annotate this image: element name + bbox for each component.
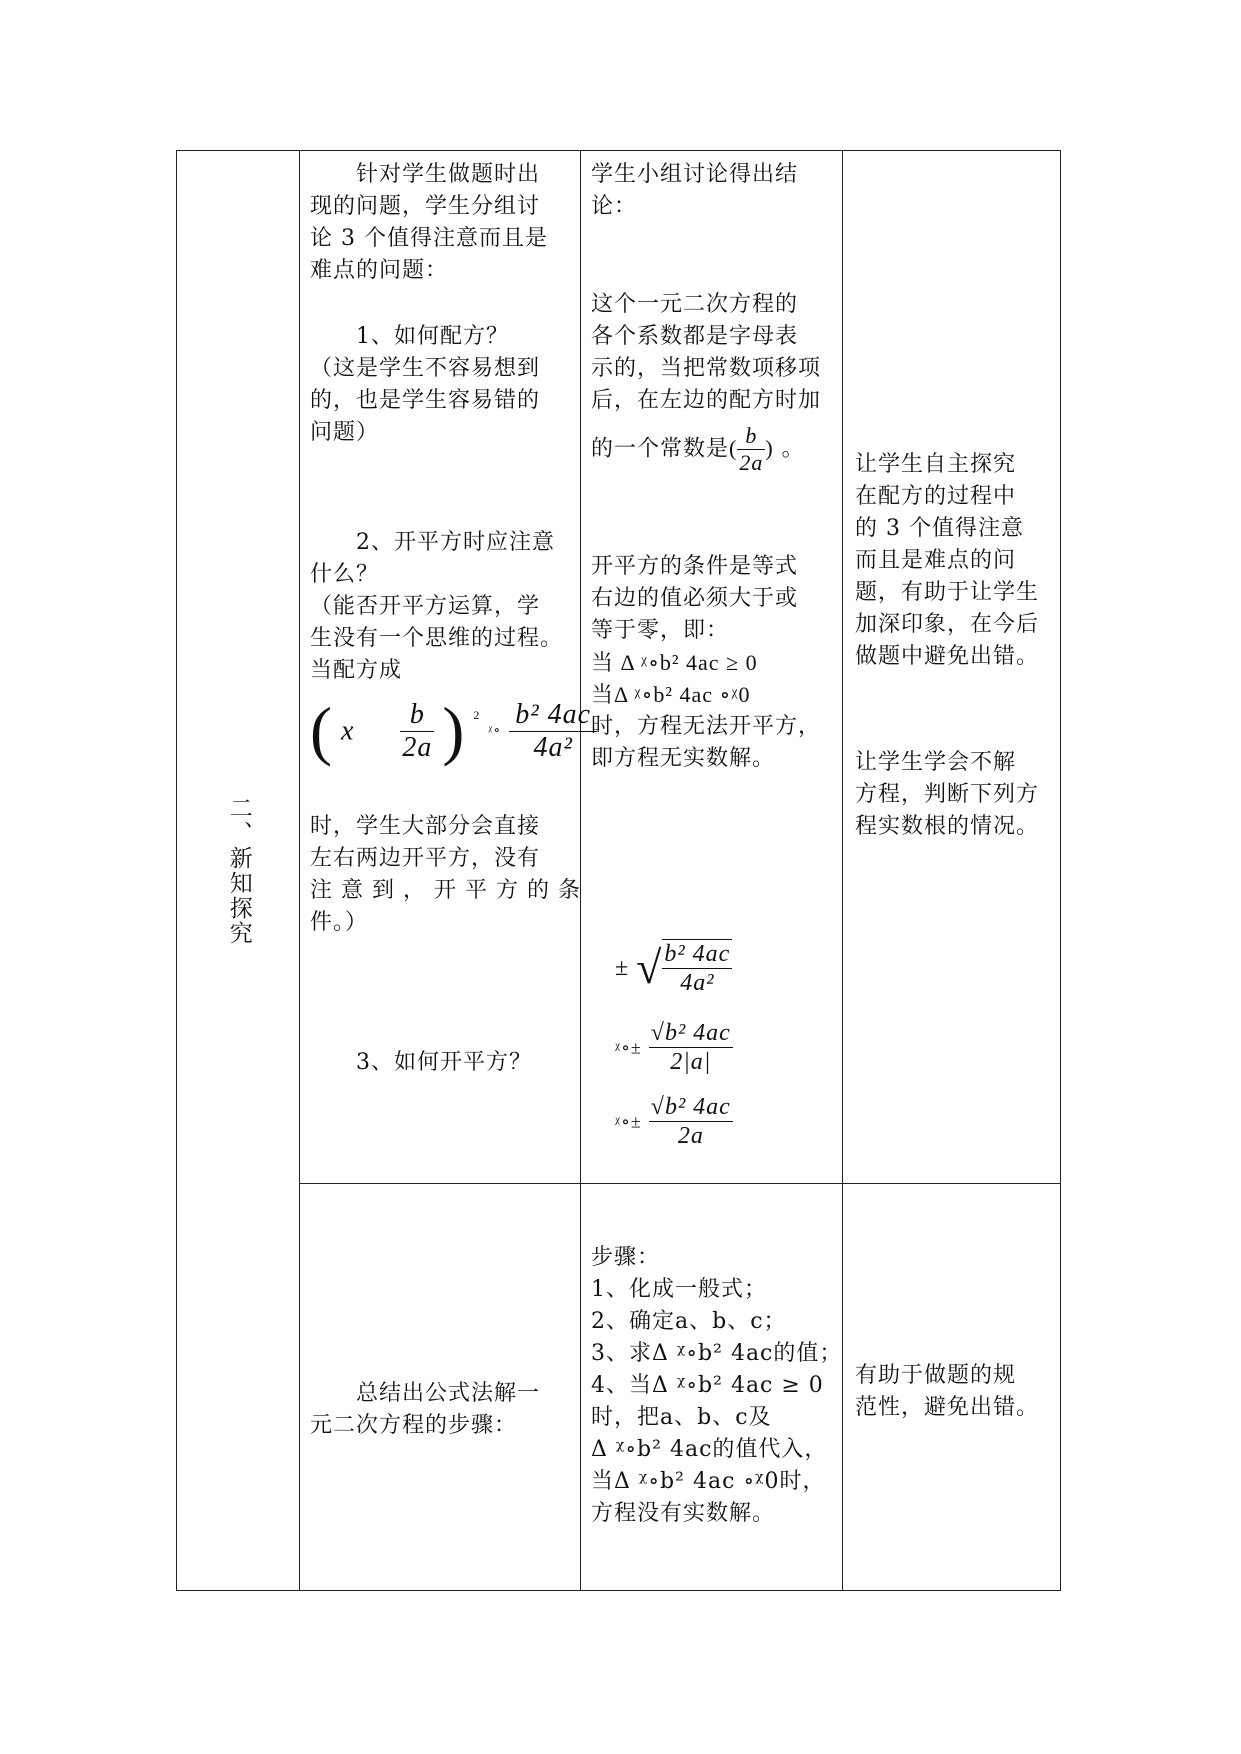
step-line: Δ ᵡ∘b² 4ac的值代入， — [591, 1437, 828, 1462]
purpose-line: 的 3 个值得注意 — [855, 516, 1024, 541]
purpose-line: 而且是难点的问 — [855, 548, 1017, 573]
intro-line: 难点的问题： — [310, 258, 449, 283]
row1-col3-cell — [581, 151, 843, 1184]
formula-x: x — [340, 715, 355, 747]
step-line: 3、求Δ ᵡ∘b² 4ac的值； — [591, 1341, 843, 1366]
p3-line: 时，方程无法开平方， — [591, 714, 822, 739]
purpose-line: 范性，避免出错。 — [855, 1395, 1040, 1420]
intro-line: 论 3 个值得注意而且是 — [310, 226, 548, 251]
purpose-line: 做题中避免出错。 — [855, 644, 1040, 669]
q2-tail-line: 注 意 到 ， 开 平 方 的 条 — [310, 878, 581, 903]
formula-rhs: $\frac{\text{b² 4ac}}{\text{4a²}}$ — [509, 699, 597, 764]
row1-col4-cell — [843, 151, 1061, 1184]
question-2: 2、开平方时应注意 — [310, 530, 555, 555]
p1-line: 示的，当把常数项移项 — [591, 356, 822, 381]
p2-line: 开平方的条件是等式 — [591, 554, 799, 579]
question-2: 什么？ — [310, 562, 380, 587]
intro-line: 针对学生做题时出 — [310, 162, 541, 187]
q2-tail-line: 件。） — [310, 910, 369, 935]
row2-col3-cell — [581, 1184, 843, 1591]
root-expression-3: ᵡ∘± $\frac{\text{√b² 4ac}}{2a}$ — [615, 1094, 731, 1149]
q2-tail-line: 左右两边开平方，没有 — [310, 846, 541, 871]
q2-note-line: （能否开平方运算，学 — [310, 594, 541, 619]
p1-constant-line: 的一个常数是( $\frac{b}{2a}$ ) 。 — [591, 423, 805, 475]
step-line: 步骤： — [591, 1245, 661, 1270]
question-3: 3、如何开平方？ — [310, 1050, 532, 1075]
purpose-line: 让学生自主探究 — [855, 452, 1017, 477]
row2-col4-cell — [843, 1184, 1061, 1591]
conclusion-line: 学生小组讨论得出结 — [591, 162, 799, 187]
intro-line: 现的问题，学生分组讨 — [310, 194, 541, 219]
condition-1: 当 Δ ᵡ∘b² 4ac ≥ 0 — [591, 650, 758, 675]
section-label: 二、新知探究 — [225, 795, 252, 946]
purpose-line: 让学生学会不解 — [855, 750, 1017, 775]
q2-note-line: 当配方成 — [310, 658, 403, 683]
root-expression-2: ᵡ∘± $\frac{\text{√b² 4ac}}{2|a|}$ — [615, 1020, 731, 1075]
question-1: 1、如何配方？ — [310, 324, 509, 349]
step-line: 时，把a、b、c及 — [591, 1405, 772, 1430]
q2-tail-line: 时，学生大部分会直接 — [310, 814, 541, 839]
condition-2: 当Δ ᵡ∘b² 4ac ∘ᵡ0 — [591, 682, 751, 707]
purpose-line: 有助于做题的规 — [855, 1363, 1017, 1388]
p1-line: 这个一元二次方程的 — [591, 292, 799, 317]
root-expression-1: ± √ $\frac{\text{b² 4ac}}{\text{4a²}}$ — [615, 941, 731, 996]
p1-line: 后，在左边的配方时加 — [591, 388, 822, 413]
q1-note-line: 问题） — [310, 420, 380, 445]
row1-col2-cell — [300, 151, 592, 1184]
p1-line: 各个系数都是字母表 — [591, 324, 799, 349]
p2-line: 右边的值必须大于或 — [591, 586, 799, 611]
step-line: 4、当Δ ᵡ∘b² 4ac ≥ 0 — [591, 1373, 824, 1398]
purpose-line: 加深印象，在今后 — [855, 612, 1040, 637]
summary-line: 总结出公式法解一 — [310, 1381, 541, 1406]
p3-line: 即方程无实数解。 — [591, 746, 776, 771]
conclusion-line: 论： — [591, 194, 638, 219]
formula-b-over-2a: $\frac{b}{2a}$ — [402, 699, 433, 763]
q1-note-line: （这是学生不容易想到 — [310, 356, 541, 381]
completing-square-formula: ( x $\frac{b}{2a}$ ) $^2$ ᵡ∘ $\frac{\text{b² 4ac}}{\text{4a²}}$ — [310, 699, 597, 779]
step-line: 1、化成一般式； — [591, 1277, 767, 1302]
row2-col2-cell — [300, 1184, 581, 1591]
purpose-line: 方程，判断下列方 — [855, 782, 1040, 807]
step-line: 当Δ ᵡ∘b² 4ac ∘ᵡ0时， — [591, 1469, 826, 1494]
q1-note-line: 的，也是学生容易错的 — [310, 388, 541, 413]
step-line: 方程没有实数解。 — [591, 1501, 776, 1526]
summary-line: 元二次方程的步骤： — [310, 1413, 518, 1438]
section-cell — [177, 151, 300, 1591]
q2-note-line: 生没有一个思维的过程。 — [310, 626, 564, 651]
formula-exponent: 2 — [473, 708, 481, 722]
p2-line: 等于零，即： — [591, 618, 730, 643]
step-line: 2、确定a、b、c； — [591, 1309, 787, 1334]
lesson-table — [176, 150, 1061, 1591]
purpose-line: 题，有助于让学生 — [855, 580, 1040, 605]
purpose-line: 程实数根的情况。 — [855, 814, 1040, 839]
formula-symbol: ᵡ∘ — [488, 723, 502, 739]
purpose-line: 在配方的过程中 — [855, 484, 1017, 509]
